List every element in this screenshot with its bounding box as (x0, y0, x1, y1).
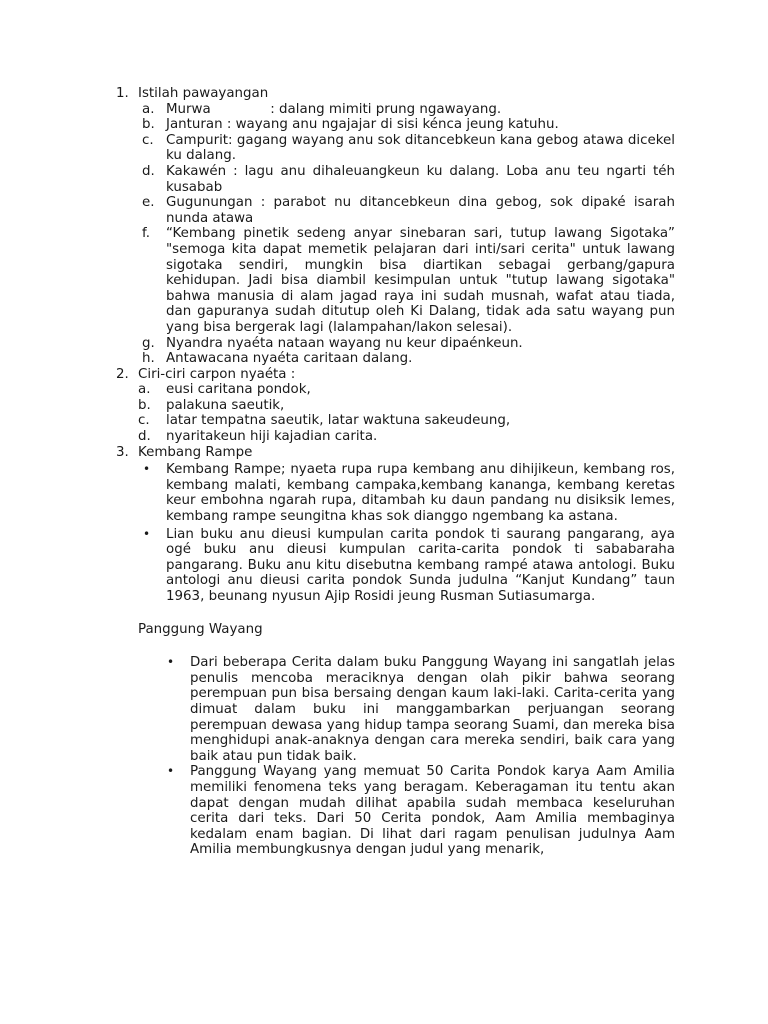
sub-marker: h. (142, 351, 155, 367)
sub-item-c (0, 413, 675, 429)
sub-text: eusi caritana pondok, (166, 382, 311, 398)
list-title: Kembang Rampe (138, 444, 253, 460)
bullet-marker: • (167, 655, 175, 670)
sub-text: nyaritakeun hiji kajadian carita. (166, 429, 378, 445)
bullet-text: Lian buku anu dieusi kumpulan carita pondok ti saurang pangarang, aya ogé buku anu dieusi kumpulan carita-carita pondok ti sababaraha pangarang. Buku anu kitu disebutna kembang rampé atawa antologi. Buku antologi anu dieusi carita pondok Sunda judulna “Kanjut Kundang” taun 1963, beunang nyusun Ajip Rosidi jeung Rusman Sutiasumarga. (166, 526, 675, 604)
sub-text: Campurit: gagang wayang anu sok ditancebkeun kana gebog atawa dicekel ku dalang. (166, 132, 675, 164)
sub-marker: g. (142, 335, 155, 351)
sub-marker: d. (138, 429, 151, 445)
sub-item-d (0, 164, 675, 195)
bullet-item (0, 462, 675, 524)
list-item-1 (0, 86, 675, 102)
bullet-item (0, 655, 675, 764)
sub-item-c (0, 133, 675, 164)
sub-item-f (0, 226, 675, 335)
list-item-2 (0, 367, 675, 383)
sub-marker: b. (138, 397, 151, 413)
list-number: 2. (116, 366, 129, 382)
sub-item-e (0, 195, 675, 226)
sub-marker: e. (142, 195, 155, 211)
sub-text: Murwa : dalang mimiti prung ngawayang. (166, 101, 502, 117)
bullet-marker: • (143, 462, 151, 477)
sub-text: Gugunungan : parabot nu ditancebkeun dina gebog, sok dipaké isarah nunda atawa (166, 195, 675, 226)
bullet-marker: • (143, 526, 151, 541)
sub-text: latar tempatna saeutik, latar waktuna sakeudeung, (166, 413, 511, 429)
sub-marker: c. (142, 132, 154, 148)
list-item-3 (0, 445, 675, 461)
list-title: Ciri-ciri carpon nyaéta : (138, 366, 296, 382)
list-title: Istilah pawayangan (138, 86, 269, 101)
document-page (0, 86, 768, 858)
sub-item-b (0, 117, 675, 133)
bullet-text: Dari beberapa Cerita dalam buku Panggung Wayang ini sangatlah jelas penulis mencoba meraciknya dengan olah pikir bahwa seorang perempuan pun bisa bersaing dengan kaum laki-laki. Carita-cerita yang dimuat dalam buku ini manggambarkan perjuangan seorang perempuan dewasa yang hidup tampa seorang Suami, dan mereka bisa menghidupi anak-anaknya dengan cara mereka sendiri, baik cara yang baik atau pun tidak baik. (190, 655, 675, 764)
bullet-text: Panggung Wayang yang memuat 50 Carita Pondok karya Aam Amilia memiliki fenomena teks yang beragam. Keberagaman itu tentu akan dapat dengan mudah dilihat apabila sudah membaca keseluruhan cerita dari teks. Dari 50 Cerita pondok, Aam Amilia membaginya kedalam enam bagian. Di lihat dari ragam penulisan judulnya Aam Amilia membungkusnya dengan judul yang menarik, (190, 764, 675, 858)
sub-marker: a. (138, 382, 151, 398)
sub-item-a (0, 102, 675, 118)
sub-item-b (0, 398, 675, 414)
sub-item-a (0, 382, 675, 398)
bullet-item (0, 764, 675, 858)
sub-item-d (0, 429, 675, 445)
subheading: Panggung Wayang (138, 621, 263, 637)
list-number: 1. (116, 86, 129, 101)
bullet-item (0, 527, 675, 605)
bullet-marker: • (167, 764, 175, 779)
sub-marker: d. (142, 163, 155, 179)
sub-marker: f. (142, 226, 150, 242)
sub-item-h (0, 351, 675, 367)
sub-marker: b. (142, 117, 155, 133)
list-number: 3. (116, 444, 129, 460)
sub-text: palakuna saeutik, (166, 397, 285, 413)
sub-item-g (0, 336, 675, 352)
sub-text: Kakawén : lagu anu dihaleuangkeun ku dalang. Loba anu teu ngarti téh kusabab (166, 163, 675, 195)
sub-marker: c. (138, 413, 150, 429)
sub-marker: a. (142, 101, 155, 117)
sub-text: “Kembang pinetik sedeng anyar sinebaran sari, tutup lawang Sigotaka” "semoga kita dapat memetik pelajaran dari inti/sari cerita" untuk lawang sigotaka sendiri, mungkin bisa diartikan sebagai gerbang/gapura kehidupan. Jadi bisa diambil kesimpulan untuk "tutup lawang sigotaka" bahwa manusia di alam jagad raya ini sudah musnah, wafat atau tiada, dan gapuranya sudah ditutup oleh Ki Dalang, tidak ada satu wayang pun yang bisa bergerak lagi (lalampahan/lakon selesai). (166, 226, 675, 335)
sub-text: Janturan : wayang anu ngajajar di sisi kénca jeung katuhu. (166, 117, 559, 133)
sub-text: Antawacana nyaéta caritaan dalang. (166, 351, 413, 367)
sub-text: Nyandra nyaéta nataan wayang nu keur dipaénkeun. (166, 335, 523, 351)
bullet-text: Kembang Rampe; nyaeta rupa rupa kembang anu dihijikeun, kembang ros, kembang malati, kembang campaka,kembang kananga, kembang keretas keur embohna ngarah rupa, ditambah ku daun pandang nu disiksik lemes, kembang rampe seungitna khas sok dianggo ngembang ka astana. (166, 462, 675, 525)
